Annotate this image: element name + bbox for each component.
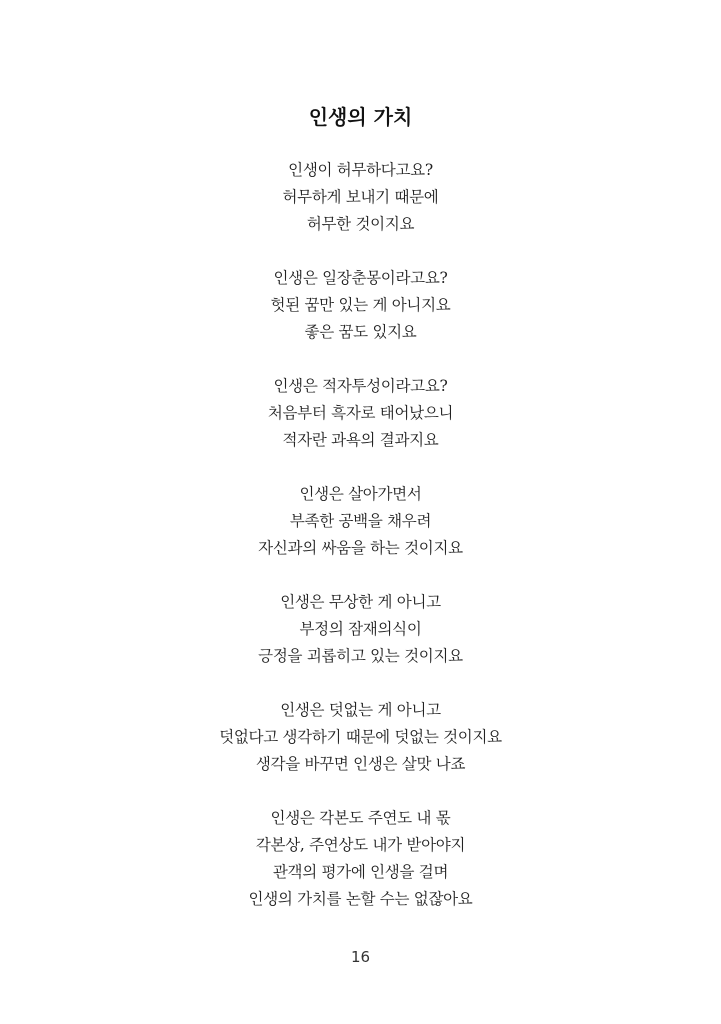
poem-line: 부족한 공백을 채우려 bbox=[289, 512, 432, 530]
poem-line: 허무한 것이지요 bbox=[306, 215, 415, 233]
poem-body bbox=[0, 157, 721, 940]
poem-line: 인생의 가치를 논할 수는 없잖아요 bbox=[248, 890, 473, 908]
poem-line: 처음부터 흑자로 태어났으니 bbox=[267, 404, 454, 422]
poem-line: 인생은 적자투성이라고요? bbox=[273, 377, 448, 395]
poem-line: 부정의 잠재의식이 bbox=[299, 620, 422, 638]
stanza-4 bbox=[0, 481, 721, 562]
page-number: 16 bbox=[350, 948, 371, 966]
poem-line: 좋은 꿈도 있지요 bbox=[304, 323, 417, 341]
poem-line: 허무하게 보내기 때문에 bbox=[282, 188, 439, 206]
poem-line: 관객의 평가에 인생을 걸며 bbox=[272, 863, 449, 881]
poem-line: 자신과의 싸움을 하는 것이지요 bbox=[258, 539, 463, 557]
poem-line: 덧없다고 생각하기 때문에 덧없는 것이지요 bbox=[219, 728, 502, 746]
stanza-2 bbox=[0, 265, 721, 346]
poem-line: 인생은 덧없는 게 아니고 bbox=[280, 701, 441, 719]
poem-line: 헛된 꿈만 있는 게 아니지요 bbox=[270, 296, 451, 314]
stanza-3 bbox=[0, 373, 721, 454]
stanza-7 bbox=[0, 805, 721, 913]
stanza-1 bbox=[0, 157, 721, 238]
poem-line: 인생이 허무하다고요? bbox=[288, 161, 433, 179]
poem-line: 각본상, 주연상도 내가 받아야지 bbox=[255, 836, 466, 854]
stanza-5 bbox=[0, 589, 721, 670]
poem-line: 생각을 바꾸면 인생은 살맛 나죠 bbox=[255, 755, 466, 773]
poem-title: 인생의 가치 bbox=[308, 105, 413, 129]
poem-line: 인생은 각본도 주연도 내 몫 bbox=[270, 809, 451, 827]
poem-line: 긍정을 괴롭히고 있는 것이지요 bbox=[258, 647, 463, 665]
stanza-6 bbox=[0, 697, 721, 778]
poem-line: 인생은 일장춘몽이라고요? bbox=[273, 269, 448, 287]
poem-line: 적자란 과욕의 결과지요 bbox=[282, 431, 439, 449]
poem-line: 인생은 살아가면서 bbox=[299, 485, 422, 503]
poem-line: 인생은 무상한 게 아니고 bbox=[280, 593, 441, 611]
